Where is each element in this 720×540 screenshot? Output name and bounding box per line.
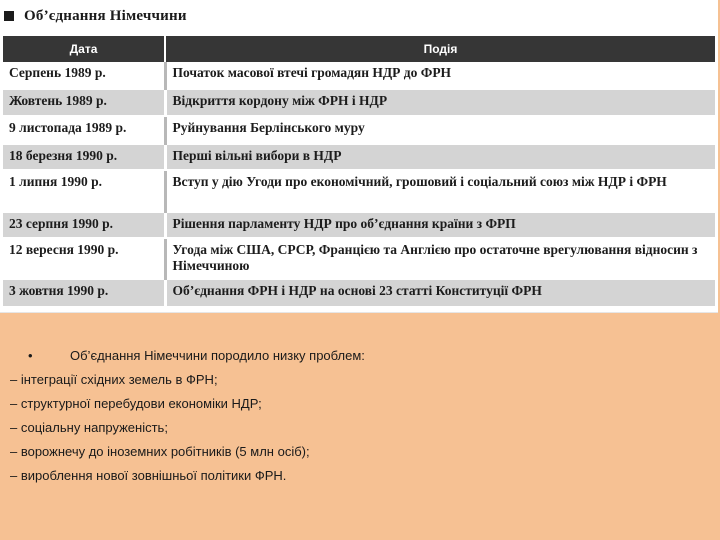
row-event: Об’єднання ФРН і НДР на основі 23 статті Конституції ФРН: [165, 279, 715, 307]
list-item: – ворожнечу до іноземних робітників (5 млн осіб);: [10, 444, 310, 459]
notes-intro: Об’єднання Німеччини породило низку проблем:: [70, 348, 365, 363]
list-item: – соціальну напруженість;: [10, 420, 168, 435]
table-row: [3, 116, 715, 144]
notes-intro-line: [10, 344, 365, 368]
row-date: Серпень 1989 р.: [3, 62, 165, 89]
section-title: Об’єднання Німеччини: [24, 7, 187, 24]
row-date: 9 листопада 1989 р.: [3, 116, 165, 144]
bullet-icon: •: [28, 348, 33, 363]
list-item: – структурної перебудови економіки НДР;: [10, 396, 262, 411]
table-row: [3, 170, 715, 212]
row-date: Жовтень 1989 р.: [3, 89, 165, 116]
section-heading: [4, 6, 187, 26]
header-event: Подія: [165, 36, 715, 62]
row-date: 18 березня 1990 р.: [3, 144, 165, 170]
table-row: [3, 279, 715, 307]
row-date: 3 жовтня 1990 р.: [3, 279, 165, 307]
slide-notes: [10, 344, 365, 488]
row-event: Перші вільні вибори в НДР: [165, 144, 715, 170]
row-date: 1 липня 1990 р.: [3, 170, 165, 212]
list-item: – інтеграції східних земель в ФРН;: [10, 372, 218, 387]
list-item: – вироблення нової зовнішньої політики ФРН.: [10, 468, 287, 483]
table-row: [3, 238, 715, 279]
row-event: Руйнування Берлінського муру: [165, 116, 715, 144]
table-row: [3, 89, 715, 116]
row-event: Рішення парламенту НДР про об’єднання країни з ФРП: [165, 212, 715, 238]
row-event: Угода між США, СРСР, Францією та Англією про остаточне врегулювання відносин з Німеччиною: [165, 238, 715, 279]
row-date: 23 серпня 1990 р.: [3, 212, 165, 238]
table-row: [3, 212, 715, 238]
events-table: [3, 36, 715, 308]
table-row: [3, 62, 715, 89]
table-header-row: [3, 36, 715, 62]
row-date: 12 вересня 1990 р.: [3, 238, 165, 279]
row-event: Початок масової втечі громадян НДР до ФРН: [165, 62, 715, 89]
header-date: Дата: [3, 36, 165, 62]
row-event: Відкриття кордону між ФРН і НДР: [165, 89, 715, 116]
table-row: [3, 144, 715, 170]
row-event: Вступ у дію Угоди про економічний, грошовий і соціальний союз між НДР і ФРН: [165, 170, 715, 212]
square-bullet-icon: [4, 11, 14, 21]
